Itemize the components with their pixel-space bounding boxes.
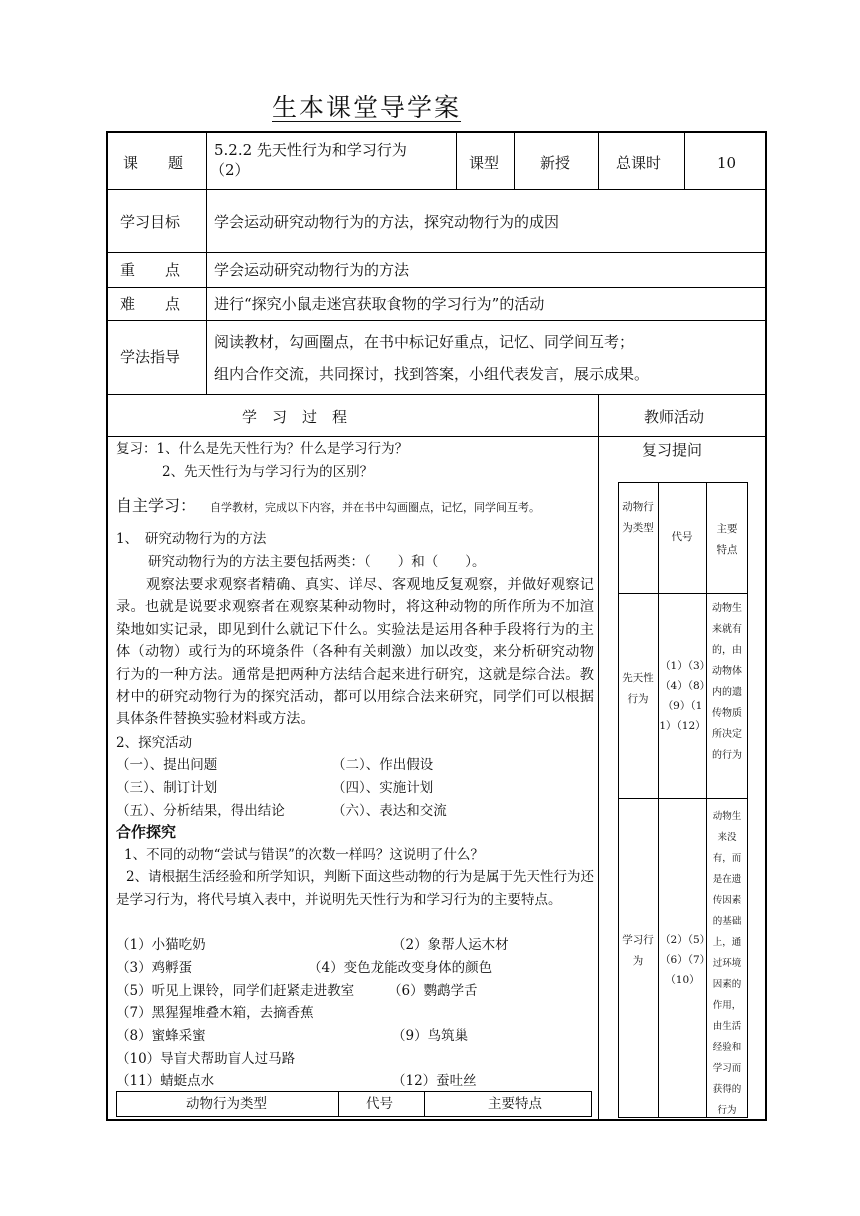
self-study-title: 自主学习： bbox=[116, 496, 197, 515]
behavior-item-8: （8）蜜蜂采蜜 bbox=[116, 1028, 206, 1044]
row-divider bbox=[618, 593, 748, 594]
method-line-1: 阅读教材，勾画圈点，在书中标记好重点，记忆、同学间互考； bbox=[214, 333, 635, 351]
step-6: （六）、表达和交流 bbox=[332, 803, 447, 819]
answer-row-learned-feature: 动物生来没有，而是在遗传因素的基础上，通过环境因素的作用，由生活经验和学习而获得的行为 bbox=[712, 811, 742, 1116]
method-line-2: 组内合作交流，共同探讨，找到答案，小组代表发言，展示成果。 bbox=[214, 365, 650, 383]
answer-row-learned-codes: （2）（5）（6）（7）（10） bbox=[660, 934, 705, 986]
col-divider bbox=[706, 482, 707, 1118]
answer-row-learned-type: 学习行为 bbox=[622, 934, 654, 967]
behavior-item-3: （3）鸡孵蛋 bbox=[116, 960, 193, 976]
behavior-item-6: （6）鹦鹉学舌 bbox=[388, 983, 478, 999]
behavior-table-col-code: 代号 bbox=[366, 1096, 393, 1112]
section-1-title: 1、 研究动物行为的方法 bbox=[116, 531, 267, 547]
type-label: 课型 bbox=[469, 154, 500, 172]
behavior-table-col-type: 动物行为类型 bbox=[186, 1096, 267, 1112]
col-divider bbox=[514, 131, 515, 189]
review-prompt-title: 复习提问 bbox=[642, 441, 703, 459]
behavior-item-1: （1）小猫吃奶 bbox=[116, 937, 206, 953]
row-divider bbox=[106, 394, 767, 395]
review-question-2: 2、先天性行为与学习行为的区别？ bbox=[162, 464, 374, 480]
step-1: （一）、提出问题 bbox=[116, 757, 218, 773]
step-5: （五）、分析结果，得出结论 bbox=[116, 803, 285, 819]
row-divider bbox=[106, 436, 767, 437]
col-divider bbox=[658, 482, 659, 1118]
answer-col-type: 动物行为类型 bbox=[622, 501, 654, 534]
col-divider bbox=[456, 131, 457, 189]
section-2-title: 2、探究活动 bbox=[116, 735, 193, 751]
behavior-item-7: （7）黑猩猩堆叠木箱，去摘香蕉 bbox=[116, 1005, 314, 1021]
topic-label: 课 题 bbox=[123, 154, 184, 172]
self-study-desc: 自学教材，完成以下内容，并在书中勾画圈点，记忆，同学间互考。 bbox=[210, 501, 540, 514]
review-question-1: 复习：1、什么是先天性行为？什么是学习行为？ bbox=[116, 441, 409, 457]
section-1-paragraph: 观察法要求观察者精确、真实、详尽、客观地反复观察，并做好观察记录。也就是说要求观察者在观察某种动物时，将这种动物的所作所为不加渲染地如实记录，即见到什么就记下什么。实验法是运用各种手段将行为的主体（动物）或行为的环境条件（各种有关刺激）加以改变，来分析研究动物行为的一种方法。通常是把两种方法结合起来进行研究，这就是综合法。教材中的研究动物行为的探究活动，都可以用综合法来研究，同学们可以根据具体条件替换实验材料或方法。 bbox=[116, 577, 594, 728]
col-divider bbox=[598, 394, 599, 1121]
col-divider bbox=[684, 131, 685, 189]
behavior-item-4: （4）变色龙能改变身体的颜色 bbox=[308, 960, 493, 976]
row-divider bbox=[618, 798, 748, 799]
page-title: 生本课堂导学案 bbox=[272, 93, 462, 122]
method-label: 学法指导 bbox=[120, 348, 181, 366]
cooperative-question-2: 2、请根据生活经验和所学知识，判断下面这些动物的行为是属于先天性行为还是学习行为，将代号填入表中，并说明先天性行为和学习行为的主要特点。 bbox=[116, 869, 594, 908]
cooperative-title: 合作探究 bbox=[116, 823, 177, 841]
total-value: 10 bbox=[717, 154, 737, 172]
step-3: （三）、制订计划 bbox=[116, 780, 218, 796]
answer-col-code: 代号 bbox=[671, 531, 693, 543]
cooperative-question-1: 1、不同的动物“尝试与错误”的次数一样吗？这说明了什么？ bbox=[124, 847, 484, 863]
behavior-item-12: （12）蚕吐丝 bbox=[392, 1073, 477, 1089]
topic-value-sub: （2） bbox=[210, 161, 250, 179]
col-divider bbox=[598, 131, 599, 189]
step-2: （二）、作出假设 bbox=[332, 757, 434, 773]
behavior-item-2: （2）象帮人运木材 bbox=[392, 937, 509, 953]
answer-row-innate-codes: （1）（3）（4）（8）（9）（11）（12） bbox=[659, 660, 706, 732]
col-divider bbox=[424, 1091, 425, 1117]
key-label: 重 点 bbox=[120, 261, 181, 279]
topic-value: 5.2.2 先天性行为和学习行为 bbox=[214, 141, 407, 159]
col-divider bbox=[338, 1091, 339, 1117]
goal-value: 学会运动研究动物行为的方法，探究动物行为的成因 bbox=[214, 213, 560, 231]
behavior-table-col-feature: 主要特点 bbox=[488, 1096, 542, 1112]
behavior-item-10: （10）导盲犬帮助盲人过马路 bbox=[116, 1051, 296, 1067]
total-label: 总课时 bbox=[616, 154, 662, 172]
type-value: 新授 bbox=[540, 154, 571, 172]
answer-row-innate-type: 先天性行为 bbox=[622, 672, 654, 705]
behavior-item-9: （9）鸟筑巢 bbox=[392, 1028, 469, 1044]
process-header: 学 习 过 程 bbox=[242, 408, 348, 426]
difficulty-value: 进行“探究小鼠走迷宫获取食物的学习行为”的活动 bbox=[214, 295, 545, 313]
difficulty-label: 难 点 bbox=[120, 295, 181, 313]
section-1-line: 研究动物行为的方法主要包括两类：（ ）和（ ）。 bbox=[148, 554, 486, 570]
behavior-item-11: （11）蜻蜓点水 bbox=[116, 1073, 215, 1089]
step-4: （四）、实施计划 bbox=[332, 780, 434, 796]
teacher-header: 教师活动 bbox=[644, 408, 705, 426]
answer-col-feature: 主要特点 bbox=[716, 523, 738, 556]
answer-row-innate-feature: 动物生来就有的，由动物体内的遗传物质所决定的行为 bbox=[712, 603, 742, 761]
goal-label: 学习目标 bbox=[120, 213, 181, 231]
col-divider bbox=[206, 131, 207, 394]
behavior-item-5: （5）听见上课铃，同学们赶紧走进教室 bbox=[116, 983, 355, 999]
key-value: 学会运动研究动物行为的方法 bbox=[214, 261, 410, 279]
